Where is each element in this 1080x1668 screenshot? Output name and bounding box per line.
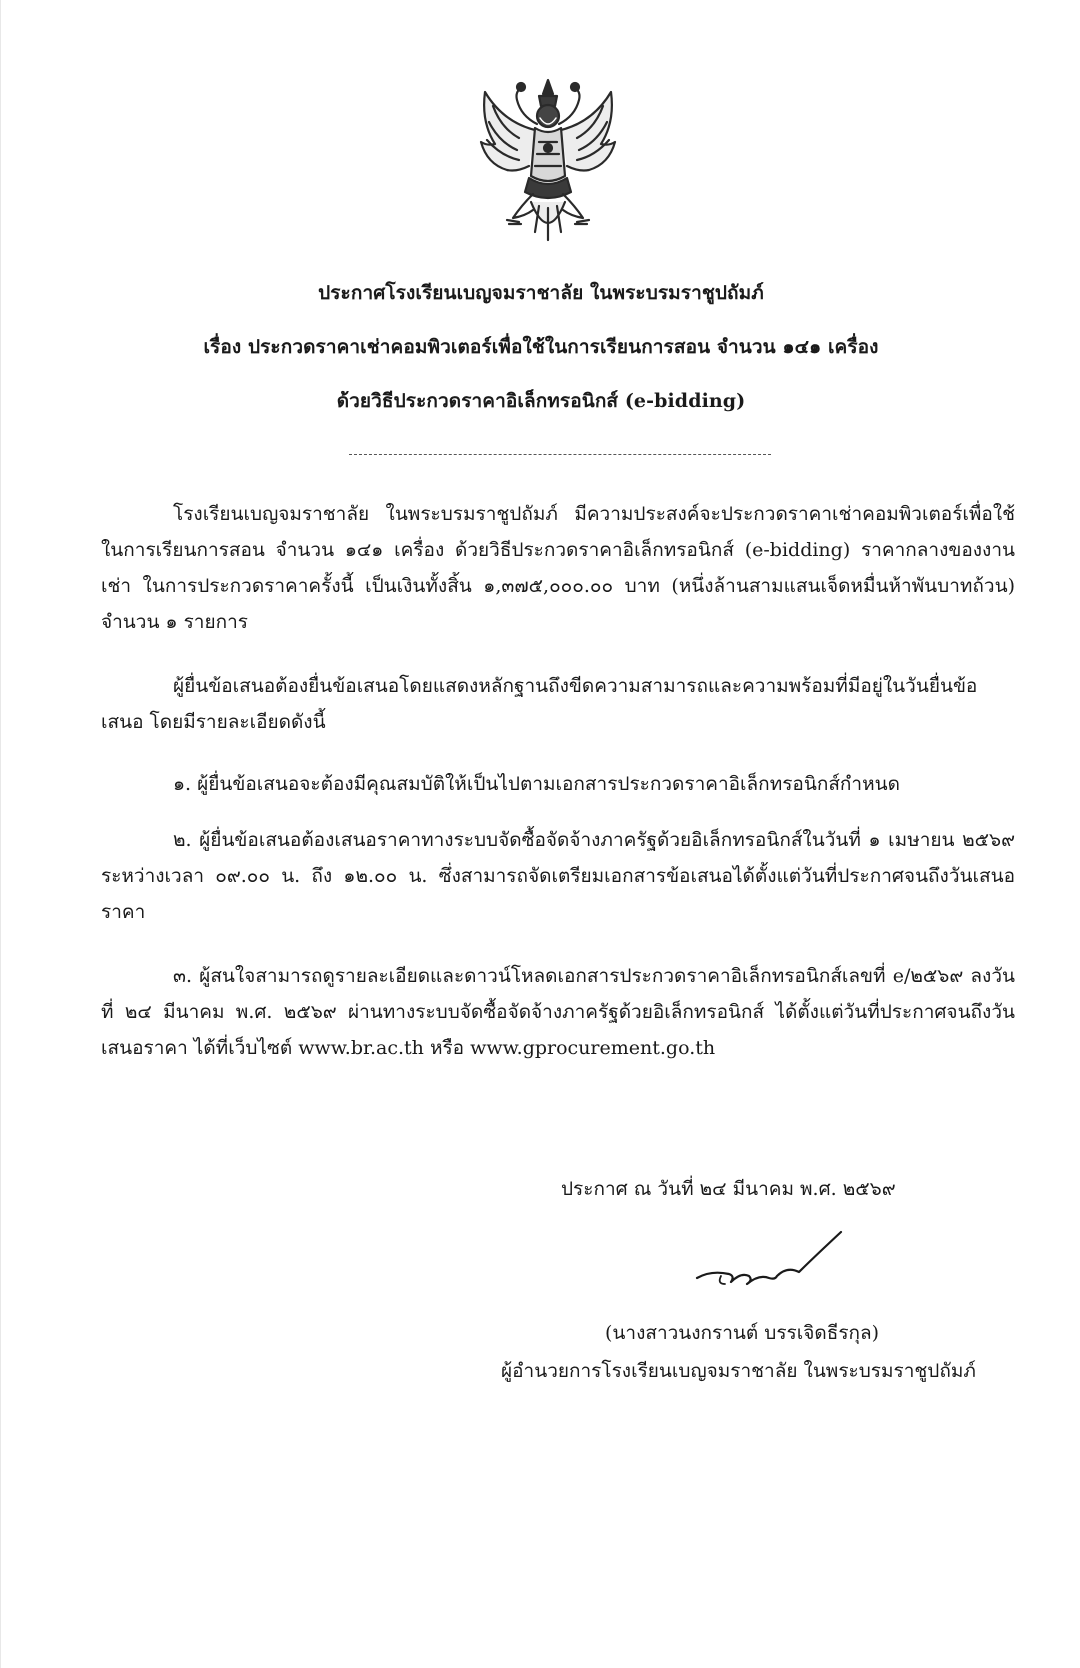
divider-line (349, 454, 771, 455)
announcement-title: ประกาศโรงเรียนเบญจมราชาลัย ในพระบรมราชูปถัมภ์ (318, 282, 764, 304)
body-item-3: ๓. ผู้สนใจสามารถดูรายละเอียดและดาวน์โหลดเอกสารประกวดราคาอิเล็กทรอนิกส์เลขที่ e/๒๕๖๙ ลงวันที่ ๒๔ มีนาคม พ.ศ. ๒๕๖๙ ผ่านทางระบบจัดซื้อจัดจ้างภาครัฐด้วยอิเล็กทรอนิกส์ ได้ตั้งแต่วันที่ประกาศจนถึงวันเสนอราคา ได้ที่เว็บไซต์ www.br.ac.th หรือ www.gprocurement.go.th (101, 965, 1015, 1059)
announcement-date: ประกาศ ณ วันที่ ๒๔ มีนาคม พ.ศ. ๒๕๖๙ (561, 1178, 896, 1200)
signer-position: ผู้อำนวยการโรงเรียนเบญจมราชาลัย ในพระบรมราชูปถัมภ์ (501, 1360, 976, 1382)
body-item-1: ๑. ผู้ยื่นข้อเสนอจะต้องมีคุณสมบัติให้เป็นไปตามเอกสารประกวดราคาอิเล็กทรอนิกส์กำหนด (173, 773, 900, 795)
body-paragraph-intro: โรงเรียนเบญจมราชาลัย ในพระบรมราชูปถัมภ์ มีความประสงค์จะประกวดราคาเช่าคอมพิวเตอร์เพื่อใช้ในการเรียนการสอน จำนวน ๑๔๑ เครื่อง ด้วยวิธีประกวดราคาอิเล็กทรอนิกส์ (e-bidding) ราคากลางของงานเช่า ในการประกวดราคาครั้งนี้ เป็นเงินทั้งสิ้น ๑,๓๗๕,๐๐๐.๐๐ บาท (หนึ่งล้านสามแสนเจ็ดหมื่นห้าพันบาทถ้วน) จำนวน ๑ รายการ (101, 503, 1015, 633)
garuda-emblem-icon (473, 72, 623, 247)
body-item-2: ๒. ผู้ยื่นข้อเสนอต้องเสนอราคาทางระบบจัดซื้อจัดจ้างภาครัฐด้วยอิเล็กทรอนิกส์ในวันที่ ๑ เมษายน ๒๕๖๙ ระหว่างเวลา ๐๙.๐๐ น. ถึง ๑๒.๐๐ น. ซึ่งสามารถจัดเตรียมเอกสารข้อเสนอได้ตั้งแต่วันที่ประกาศจนถึงวันเสนอราคา (101, 829, 1015, 923)
signature-mark (691, 1226, 851, 1296)
announcement-method: ด้วยวิธีประกวดราคาอิเล็กทรอนิกส์ (e-bidding) (336, 390, 746, 412)
announcement-subject: เรื่อง ประกวดราคาเช่าคอมพิวเตอร์เพื่อใช้ในการเรียนการสอน จำนวน ๑๔๑ เครื่อง (203, 336, 879, 358)
signer-name: (นางสาวนงกรานต์ บรรเจิดธีรกุล) (605, 1322, 880, 1344)
body-paragraph-requirements: ผู้ยื่นข้อเสนอต้องยื่นข้อเสนอโดยแสดงหลักฐานถึงขีดความสามารถและความพร้อมที่มีอยู่ในวันยื่นข้อเสนอ โดยมีรายละเอียดดังนี้ (101, 675, 978, 733)
